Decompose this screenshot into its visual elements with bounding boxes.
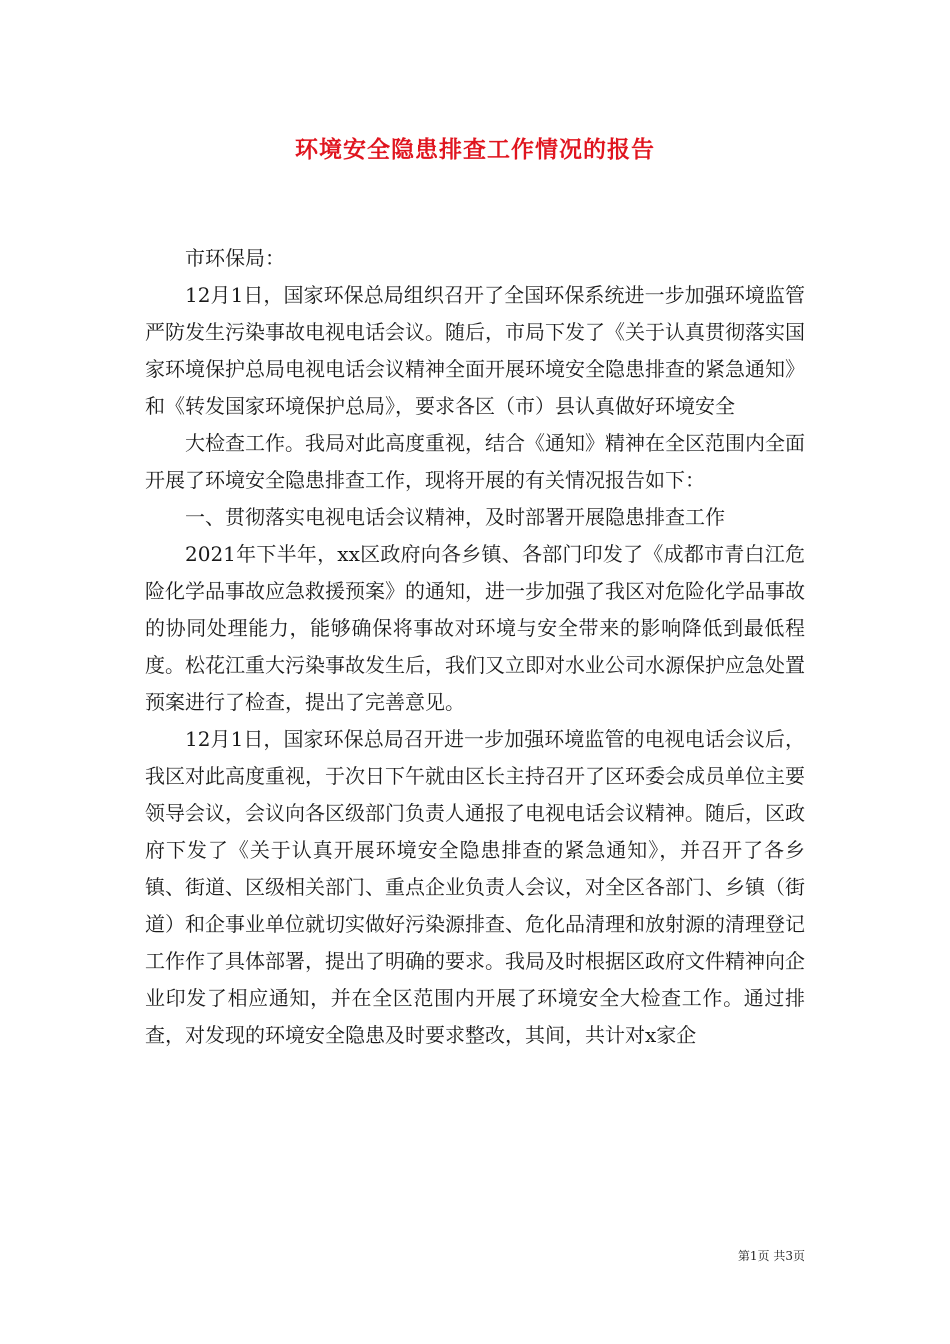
document-body (145, 240, 805, 1054)
document-title: 环境安全隐患排查工作情况的报告 (295, 136, 655, 163)
salutation: 市环保局： (185, 246, 285, 270)
paragraph: 2021年下半年，xx区政府向各乡镇、各部门印发了《成都市青白江危险化学品事故应急救援预案》的通知，进一步加强了我区对危险化学品事故的协同处理能力，能够确保将事故对环境与安全带来的影响降低到最低程度。松花江重大污染事故发生后，我们又立即对水业公司水源保护应急处置预案进行了检查，提出了完善意见。 (145, 542, 805, 714)
paragraph: 大检查工作。我局对此高度重视，结合《通知》精神在全区范围内全面开展了环境安全隐患排查工作，现将开展的有关情况报告如下： (145, 431, 805, 492)
section-heading: 一、贯彻落实电视电话会议精神，及时部署开展隐患排查工作 (185, 505, 725, 529)
paragraph: 12月1日，国家环保总局召开进一步加强环境监管的电视电话会议后，我区对此高度重视，于次日下午就由区长主持召开了区环委会成员单位主要领导会议，会议向各区级部门负责人通报了电视电话会议精神。随后，区政府下发了《关于认真开展环境安全隐患排查的紧急通知》，并召开了各乡镇、街道、区级相关部门、重点企业负责人会议，对全区各部门、乡镇（街道）和企事业单位就切实做好污染源排查、危化品清理和放射源的清理登记工作作了具体部署，提出了明确的要求。我局及时根据区政府文件精神向企业印发了相应通知，并在全区范围内开展了环境安全大检查工作。通过排查，对发现的环境安全隐患及时要求整改，其间，共计对x家企 (145, 727, 805, 1047)
page-number: 第1页 共3页 (737, 1249, 805, 1263)
paragraph: 12月1日，国家环保总局组织召开了全国环保系统进一步加强环境监管严防发生污染事故电视电话会议。随后，市局下发了《关于认真贯彻落实国家环境保护总局电视电话会议精神全面开展环境安全隐患排查的紧急通知》和《转发国家环境保护总局》，要求各区（市）县认真做好环境安全 (145, 283, 805, 418)
